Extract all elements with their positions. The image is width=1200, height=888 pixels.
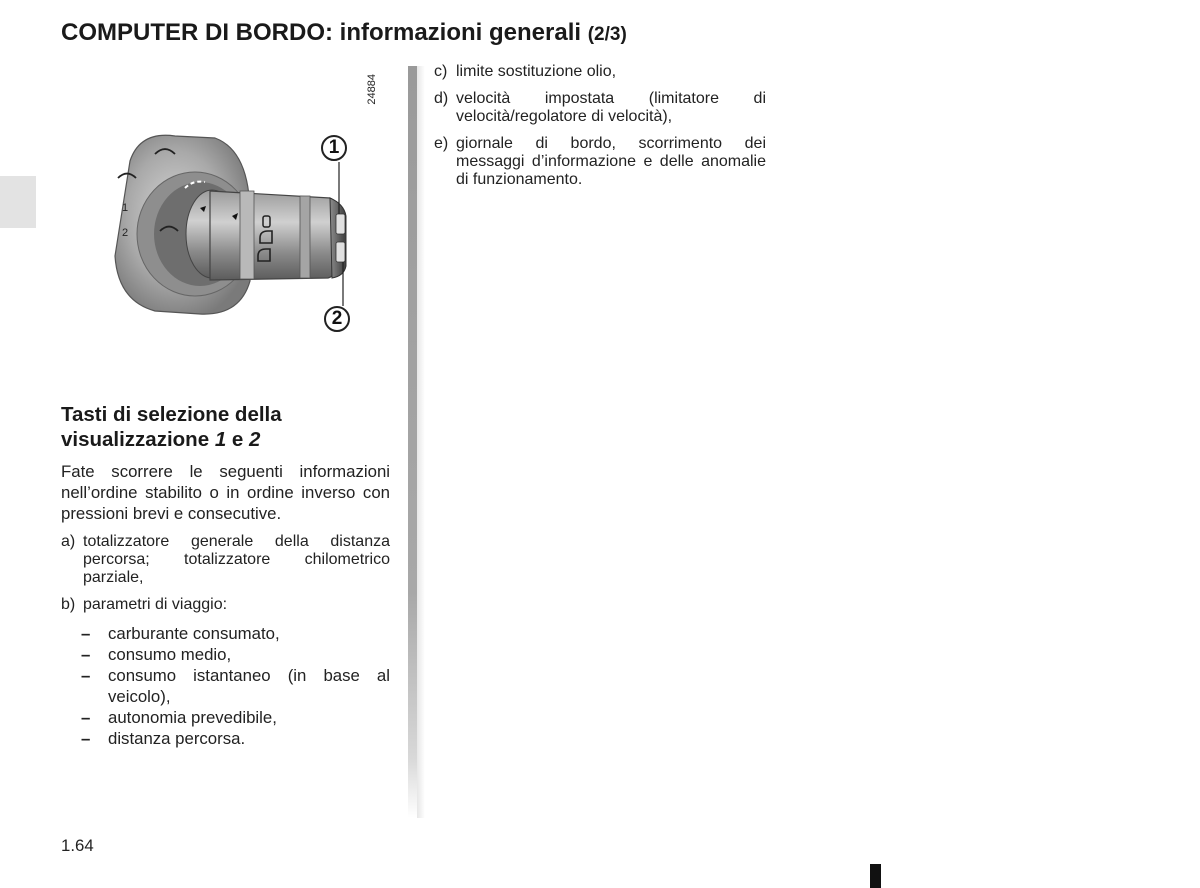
bezel-label-2: 2 [122, 227, 129, 239]
column-divider [408, 66, 417, 818]
title-part: (2/3) [587, 24, 627, 45]
heading-num-2: 2 [249, 428, 261, 451]
heading-num-1: 1 [214, 428, 227, 451]
item-label: c) [434, 63, 448, 80]
item-label: e) [434, 135, 449, 152]
title-text: COMPUTER DI BORDO: informazioni generali [61, 19, 582, 46]
heading-text: Tasti di selezione della visualizzazione [61, 403, 282, 451]
item-text: totalizzatore generale della distanza percorsa; totalizzatore chilometrico parziale, [83, 533, 390, 586]
bezel-label-1: 1 [122, 202, 129, 214]
section-tab-marker [0, 176, 36, 228]
list-item: – distanza percorsa. [81, 729, 246, 748]
item-text: limite sostituzione olio, [456, 63, 617, 80]
item-label: d) [434, 90, 449, 107]
list-item-b [61, 596, 390, 749]
dash-marker: – [81, 708, 91, 727]
dash-marker: – [81, 624, 91, 643]
heading-and: e [226, 428, 250, 451]
callout-1-marker: 1 [321, 135, 347, 161]
list-item: – carburante consumato, [81, 624, 280, 643]
item-text: parametri di viaggio: [83, 596, 228, 613]
figure-code: 24884 [366, 74, 378, 105]
item-label: b) [61, 596, 76, 613]
dash-marker: – [81, 666, 91, 685]
list-item-c [434, 63, 766, 81]
list-item: – consumo medio, [81, 645, 232, 664]
stalk-body [210, 191, 338, 280]
dash-marker: – [81, 729, 91, 748]
wiper-stalk-illustration [100, 66, 400, 366]
dash-marker: – [81, 645, 91, 664]
item-label: a) [61, 533, 76, 550]
left-column [61, 461, 390, 758]
trip-parameters-list [81, 623, 390, 749]
right-column [434, 63, 766, 198]
section-heading [61, 402, 401, 452]
wiper-stalk-drawing [100, 66, 400, 366]
item-text: giornale di bordo, scorrimento dei messaggi d’informazione e delle anomalie di funzionamento. [456, 135, 766, 188]
stalk-tip [330, 198, 346, 278]
item-text: velocità impostata (limitatore di velocità/regolatore di velocità), [456, 90, 766, 125]
intro-paragraph: Fate scorrere le seguenti informazioni nell’ordine stabilito o in ordine inverso con pressioni brevi e consecutive. [61, 462, 390, 523]
list-item: – autonomia prevedibile, [81, 708, 277, 727]
list-item: – consumo istantaneo (in base al veicolo), [81, 666, 390, 706]
list-item-d [434, 90, 766, 126]
column-divider-shadow [417, 66, 425, 818]
page-edge-marker [870, 864, 881, 888]
page-number: 1.64 [61, 836, 94, 855]
list-item-a [61, 533, 390, 587]
callout-2-marker: 2 [324, 306, 350, 332]
list-item-e [434, 135, 766, 189]
page-title [61, 19, 627, 47]
